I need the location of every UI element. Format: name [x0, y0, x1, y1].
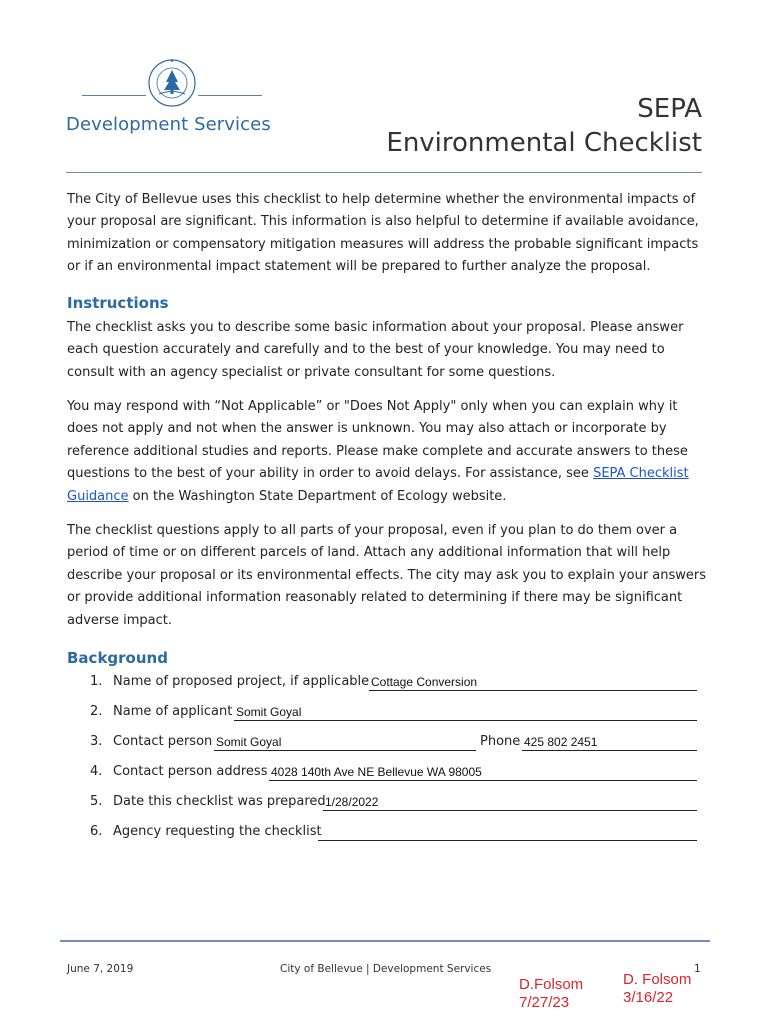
background-heading: Background	[67, 649, 168, 667]
contact-person-value: Somit Goyal	[216, 735, 282, 749]
review-stamp-1	[519, 976, 583, 1012]
instructions-paragraph-1: The checklist asks you to describe some basic information about your proposal. Please answer each question accurately and carefully and to the best of your knowledge. You may need to consult with an agency specialist or private consultant for some questions.	[67, 320, 684, 380]
footer-divider	[60, 940, 710, 942]
brand-name: Development Services	[66, 114, 271, 135]
form-row-project-name	[90, 674, 700, 696]
applicant-value: Somit Goyal	[236, 705, 302, 719]
title-divider	[66, 172, 702, 173]
logo-line-right	[198, 95, 262, 96]
instructions-heading: Instructions	[67, 294, 169, 312]
page-title-line1: SEPA	[637, 94, 702, 124]
project-name-field[interactable]	[369, 674, 697, 691]
form-row-date-prepared	[90, 794, 700, 816]
review-stamp-2-name: D. Folsom	[623, 971, 692, 988]
footer-date: June 7, 2019	[67, 963, 134, 975]
footer-page-number: 1	[694, 963, 701, 975]
instructions-p2-text: You may respond with “Not Applicable” or "Does Not Apply" only when you can explain why it does not apply and not when the answer is unknown. You may also attach or incorporate by reference additional studies and reports. Please make complete and accurate answers to these questions to the best of your ability in order to avoid delays. For assistance, see	[67, 399, 688, 482]
phone-value: 425 802 2451	[524, 735, 598, 749]
form-row-contact	[90, 734, 700, 756]
page-title-line2: Environmental Checklist	[386, 128, 702, 158]
item-number: 1.	[90, 674, 103, 689]
form-row-agency	[90, 824, 700, 846]
instructions-paragraph-3: The checklist questions apply to all parts of your proposal, even if you plan to do them over a period of time or on different parcels of land. Attach any additional information that will help describe your proposal or its environmental effects. The city may ask you to explain your answers or provide additional information reasonably related to determining if there may be significant adverse impact.	[67, 523, 707, 628]
sepa-guidance-link[interactable]: SEPA Checklist Guidance	[67, 466, 689, 504]
form-row-applicant	[90, 704, 700, 726]
contact-person-label: Contact person	[113, 734, 213, 749]
item-number: 5.	[90, 794, 103, 809]
instructions-paragraph-2	[67, 396, 707, 508]
form-row-address	[90, 764, 700, 786]
address-value: 4028 140th Ave NE Bellevue WA 98005	[271, 765, 482, 779]
project-name-value: Cottage Conversion	[371, 675, 478, 689]
applicant-field[interactable]	[234, 704, 697, 721]
logo-line-left	[82, 95, 146, 96]
project-name-label: Name of proposed project, if applicable	[113, 674, 370, 689]
item-number: 2.	[90, 704, 103, 719]
contact-person-field[interactable]	[214, 734, 476, 751]
review-stamp-2	[623, 971, 691, 1007]
date-prepared-label: Date this checklist was prepared	[113, 794, 326, 809]
agency-field[interactable]	[318, 824, 697, 841]
date-prepared-value: 1/28/2022	[325, 795, 379, 809]
date-prepared-field[interactable]	[323, 794, 697, 811]
phone-label: Phone	[480, 734, 521, 749]
phone-field[interactable]	[522, 734, 697, 751]
city-seal-icon	[147, 58, 197, 108]
item-number: 3.	[90, 734, 103, 749]
footer-center: City of Bellevue | Development Services	[280, 963, 492, 975]
item-number: 4.	[90, 764, 103, 779]
instructions-p2-tail: on the Washington State Department of Ecology website.	[128, 488, 507, 504]
address-label: Contact person address	[113, 764, 268, 779]
item-number: 6.	[90, 824, 103, 839]
review-stamp-1-name: D.Folsom	[519, 976, 584, 993]
address-field[interactable]	[269, 764, 697, 781]
review-stamp-1-date: 7/27/23	[519, 994, 570, 1011]
applicant-label: Name of applicant	[113, 704, 233, 719]
intro-paragraph: The City of Bellevue uses this checklist to help determine whether the environmental impacts of your proposal are significant. This information is also helpful to determine if available avoidance, minimization or compensatory mitigation measures will address the probable significant impacts or if an environmental impact statement will be prepared to further analyze the proposal.	[67, 192, 699, 275]
agency-label: Agency requesting the checklist	[113, 824, 322, 839]
review-stamp-2-date: 3/16/22	[623, 989, 674, 1006]
